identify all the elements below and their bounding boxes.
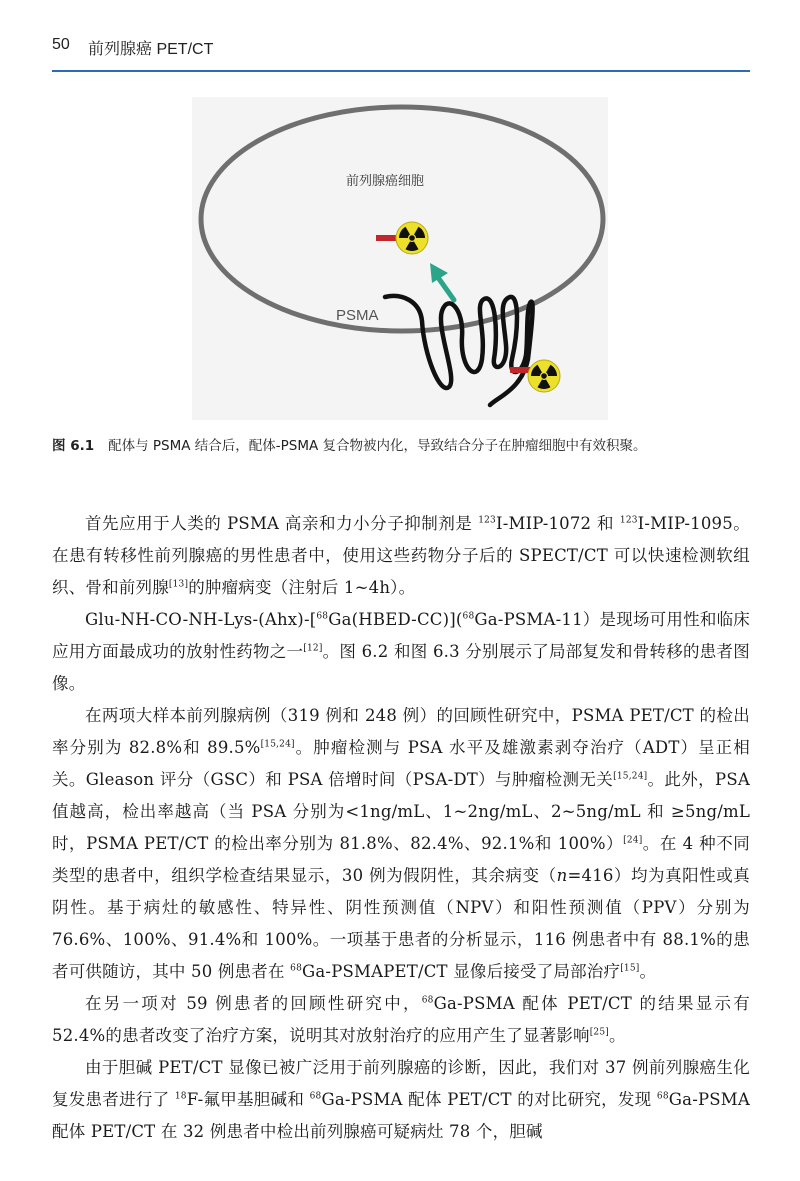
text-run: I-MIP-1072 和 [495, 514, 620, 533]
paragraph [52, 508, 750, 604]
text-run: I-MIP-1095。在患有转移性前列腺癌的男性患者中，使用这些药物分子后的 SPECT/CT 可以快速检测软组织、骨和前列腺 [52, 514, 750, 597]
text-run: Ga-PSMA 配体 PET/CT 的对比研究，发现 [321, 1090, 657, 1109]
superscript: 18 [174, 1091, 187, 1102]
superscript: 123 [619, 515, 638, 526]
caption-text: 配体与 PSMA 结合后，配体-PSMA 复合物被内化，导致结合分子在肿瘤细胞中有效积聚。 [108, 438, 647, 454]
text-run: 。肿瘤检测与 PSA 水平及雄激素剥夺治疗（ADT）呈正相关。Gleason 评分（GSC）和 PSA 倍增时间（PSA-DT）与肿瘤检测无关 [52, 738, 750, 789]
text-run: Ga-PSMA-11）是现场可用性和临床应用方面最成功的放射性药物之一 [52, 610, 750, 661]
text-run: Ga-PSMA 配体 PET/CT 的结果显示有 52.4%的患者改变了治疗方案，说明其对放射治疗的应用产生了显著影响 [52, 994, 750, 1045]
text-run: Ga-PSMA 配体 PET/CT 在 32 例患者中检出前列腺癌可疑病灶 78 个，胆碱 [52, 1090, 750, 1141]
radioactive-icon [396, 222, 428, 255]
text-run: 由于胆碱 PET/CT 显像已被广泛用于前列腺癌的诊断，因此，我们对 37 例前列腺癌生化复发患者进行了 [52, 1058, 750, 1109]
cell-label: 前列腺癌细胞 [345, 174, 425, 189]
internalized-ligand-complex [376, 222, 428, 255]
text-run: Glu-NH-CO-NH-Lys-(Ahx)-[ [85, 610, 317, 629]
psma-label: PSMA [336, 307, 379, 324]
body-text [52, 508, 750, 1148]
text-run: 在两项大样本前列腺病例（319 例和 248 例）的回顾性研究中，PSMA PET/CT 的检出率分别为 82.8%和 89.5% [52, 706, 750, 757]
superscript: [13] [168, 579, 189, 590]
text-run: =416）均为真阳性或真阴性。基于病灶的敏感性、特异性、阴性预测值（NPV）和阳性预测值（PPV）分别为 76.6%、100%、91.4%和 100%。一项基于患者的分析显示，116 例患者中有 88.1%的患者可供随访，其中 50 例患者在 [52, 866, 750, 981]
superscript: 123 [478, 515, 496, 526]
text-run: 。图 6.2 和图 6.3 分别展示了局部复发和骨转移的患者图像。 [52, 642, 751, 693]
figure-caption [52, 435, 752, 457]
paragraph [52, 988, 750, 1052]
ligand-bar [376, 235, 398, 241]
radioactive-icon [528, 360, 560, 393]
text-run: 。 [639, 962, 657, 981]
paragraph [52, 1052, 750, 1148]
superscript: 68 [656, 1091, 669, 1102]
superscript: 68 [316, 611, 329, 622]
italic-text: n [556, 866, 568, 885]
text-run: F-氟甲基胆碱和 [186, 1090, 310, 1109]
figure-6-1 [192, 97, 608, 420]
ligand-bar [510, 367, 530, 373]
superscript: 68 [421, 995, 434, 1006]
page-number: 50 [52, 36, 70, 53]
superscript: 68 [309, 1091, 322, 1102]
text-run: Ga(HBED-CC)]( [328, 610, 463, 629]
psma-internalization-diagram [192, 97, 608, 420]
text-run: Ga-PSMAPET/CT 显像后接受了局部治疗 [302, 962, 621, 981]
running-title: 前列腺癌 PET/CT [88, 41, 214, 58]
superscript: [24] [623, 835, 643, 846]
paragraph [52, 700, 750, 988]
superscript: [25] [589, 1027, 609, 1038]
running-header [52, 36, 750, 72]
paragraph [52, 604, 750, 700]
text-run: 的肿瘤病变（注射后 1~4h）。 [188, 578, 416, 597]
superscript: 68 [290, 963, 302, 974]
text-run: 在另一项对 59 例患者的回顾性研究中， [85, 994, 422, 1013]
caption-label: 图 6.1 [52, 438, 95, 454]
superscript: [12] [303, 643, 323, 654]
text-run: 首先应用于人类的 PSMA 高亲和力小分子抑制剂是 [85, 514, 479, 533]
text-run: 。此外，PSA 值越高，检出率越高（当 PSA 分别为<1ng/mL、1~2ng/mL、2~5ng/mL 和 ≥5ng/mL 时，PSMA PET/CT 的检出率分别为 81.8%、82.4%、92.1%和 100%） [52, 770, 750, 853]
text-run: 。在 4 种不同类型的患者中，组织学检查结果显示，30 例为假阴性，其余病变（ [52, 834, 750, 885]
superscript: [15,24] [613, 771, 648, 782]
superscript: [15] [620, 963, 640, 974]
surface-ligand-complex [510, 360, 560, 393]
superscript: 68 [462, 611, 475, 622]
internalization-arrow [430, 263, 454, 300]
superscript: [15,24] [260, 739, 295, 750]
text-run: 。 [609, 1026, 626, 1045]
